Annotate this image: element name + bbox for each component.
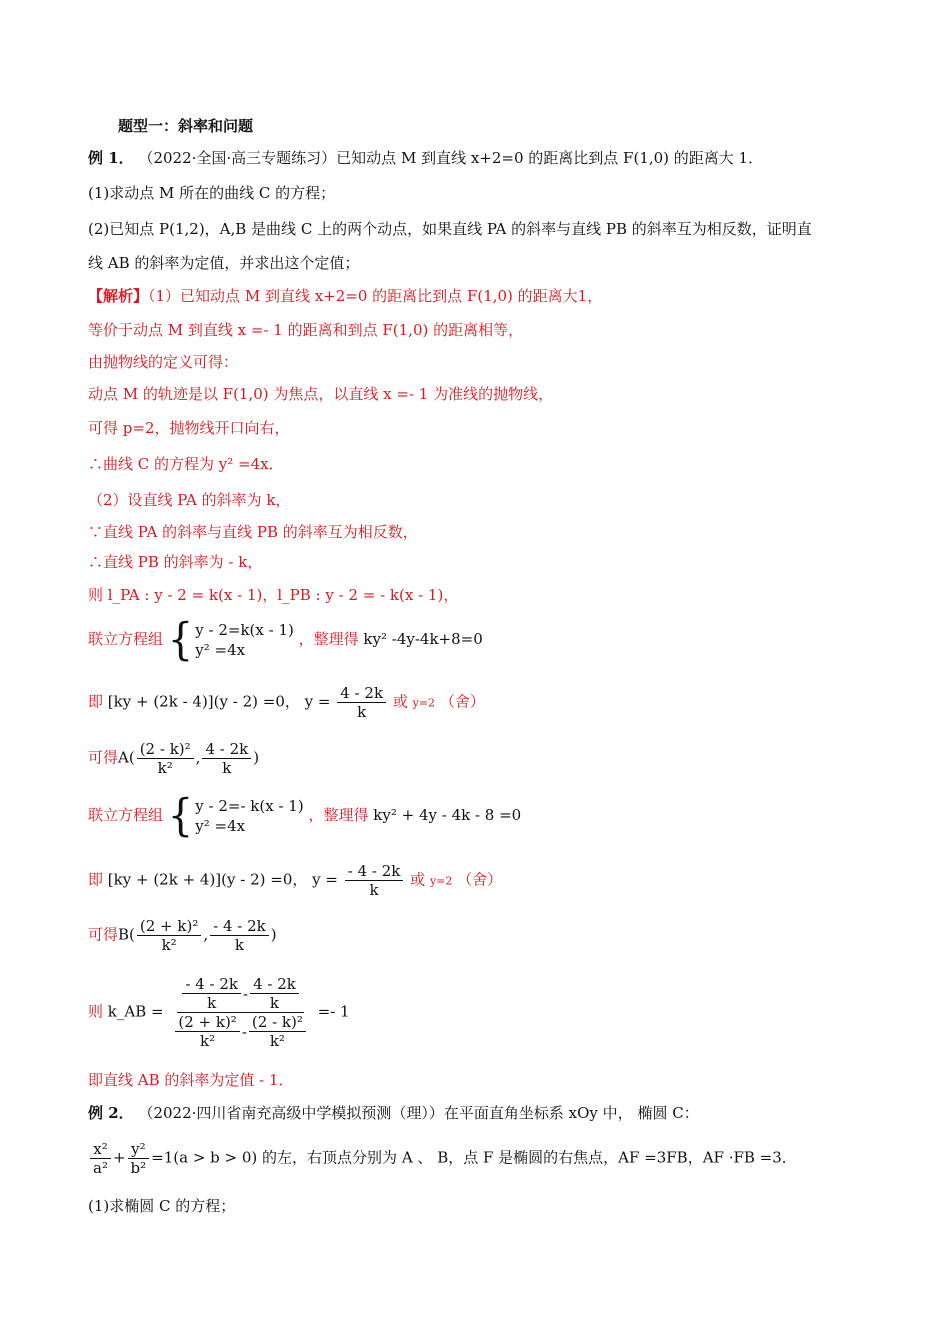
example-label: 例 2． xyxy=(88,1104,134,1122)
system-row: y - 2=k(x - 1) xyxy=(195,621,294,639)
point-b: B( xyxy=(118,925,135,944)
fraction: $\frac{\text{(2 + k)²}}{\text{k²}}$ xyxy=(137,917,201,954)
text-or: 或 xyxy=(392,692,408,711)
solution-line-2: 等价于动点 M 到直线 x =- 1 的距离和到点 F(1,0) 的距离相等， xyxy=(88,321,524,339)
source: （2022·四川省南充高级中学模拟预测（理）） xyxy=(138,1104,444,1122)
text-kede: 可得 xyxy=(88,925,119,944)
system-row: y² =4x xyxy=(195,817,246,835)
fraction: $\frac{- 4 - 2k}{k}$ xyxy=(182,975,241,1012)
question-2-line2: 线 AB 的斜率为定值，并求出这个定值； xyxy=(88,254,360,272)
example-2-stem xyxy=(88,1103,699,1123)
question-2-line1: (2)已知点 P(1,2)，A,B 是曲线 C 上的两个动点，如果直线 PA 的斜率与直线 PB 的斜率互为相反数，证明直 xyxy=(88,220,812,238)
text-system: 联立方程组 xyxy=(88,630,164,648)
equation-system-2: { y - 2=- k(x - 1) y² =4x xyxy=(167,790,304,842)
solution-line-16: 可得B( $\frac{\text{(2 + k)²}}{\text{k²}}$ , $\frac{- 4 - 2k}{k}$ ) xyxy=(88,917,277,954)
slope-ab: k_AB = xyxy=(107,1002,164,1021)
solution-line-5: 可得 p=2，抛物线开口向右， xyxy=(88,419,290,437)
solution-line-7: （2）设直线 PA 的斜率为 k， xyxy=(88,491,291,509)
example-label: 例 1． xyxy=(88,149,134,167)
text-ze: 则 xyxy=(88,586,104,604)
simplified-equation: ky² + 4y - 4k - 8 =0 xyxy=(373,806,522,824)
fraction: $\frac{4 - 2k}{k}$ xyxy=(250,975,299,1012)
y-two: y=2 xyxy=(412,696,436,710)
example-2-ellipse: $\frac{\text{x²}}{\text{a²}}$ + $\frac{\text{y²}}{\text{b²}}$ =1(a > b > 0) 的左，右顶点分别为 A 、 B，点 F 是椭圆的右焦点，AF =3FB，AF ·FB =3． xyxy=(88,1140,797,1177)
solution-tag: 【解析】 xyxy=(88,287,149,305)
text-discard: （舍） xyxy=(439,692,485,711)
solution-text: （1）已知动点 M 到直线 x+2=0 的距离比到点 F(1,0) 的距离大1， xyxy=(148,287,603,305)
fraction: $\frac{\text{(2 - k)²}}{\text{k²}}$ xyxy=(137,740,194,777)
solution-line-14 xyxy=(88,790,522,842)
factored-equation: [ky + (2k - 4)](y - 2) =0， xyxy=(107,692,300,711)
solution-line-13: 可得A( $\frac{\text{(2 - k)²}}{\text{k²}}$ , $\frac{4 - 2k}{k}$ ) xyxy=(88,740,260,777)
fraction: $\frac{- 4 - 2k}{k}$ xyxy=(210,917,269,954)
line-equations: l_PA : y - 2 = k(x - 1)，l_PB : y - 2 = - k(x - 1)， xyxy=(107,586,459,604)
system-row: y² =4x xyxy=(195,641,246,659)
condition-text: =1(a > b > 0) 的左，右顶点分别为 A 、 B，点 F 是椭圆的右焦点，AF =3FB，AF ·FB =3． xyxy=(151,1148,797,1167)
text-kede: 可得 xyxy=(88,748,119,767)
section-title: 题型一：斜率和问题 xyxy=(118,117,254,135)
text-ji: 即 xyxy=(88,870,104,889)
simplified-equation: ky² -4y-4k+8=0 xyxy=(363,630,483,648)
fraction: $\frac{- 4 - 2k}{k}$ xyxy=(345,862,404,899)
text-discard: （舍） xyxy=(457,870,503,889)
y-equals: y = xyxy=(304,692,331,711)
fraction: $\frac{4 - 2k}{k}$ xyxy=(202,740,251,777)
result: =- 1 xyxy=(317,1002,350,1021)
solution-line-3: 由抛物线的定义可得： xyxy=(88,353,239,371)
stem-text: 在平面直角坐标系 xOy 中， 椭圆 C： xyxy=(443,1104,699,1122)
compound-fraction: $\frac{- 4 - 2k}{k}$ - $\frac{4 - 2k}{k}$ $\frac{\text{(2 + k)²}}{\text{k²}}$ - $\frac{\text{(2 - k)²}}{\text{k²}}$ xyxy=(170,975,311,1050)
question-1: (1)求动点 M 所在的曲线 C 的方程； xyxy=(88,184,336,202)
fraction: $\frac{\text{(2 + k)²}}{\text{k²}}$ xyxy=(175,1013,239,1050)
text-ji: 即 xyxy=(88,692,104,711)
fraction: $\frac{4 - 2k}{k}$ xyxy=(337,684,386,721)
text-ze: 则 xyxy=(88,1002,104,1021)
example-1-stem xyxy=(88,148,763,168)
fraction: $\frac{\text{y²}}{\text{b²}}$ xyxy=(128,1140,150,1177)
text-simplify: ，整理得 xyxy=(298,630,359,648)
solution-line-9: ∴直线 PB 的斜率为 - k， xyxy=(88,553,263,571)
y-equals: y = xyxy=(312,870,338,889)
system-row: y - 2=- k(x - 1) xyxy=(195,797,304,815)
source: （2022·全国·高三专题练习） xyxy=(138,149,337,167)
example-2-question-1: (1)求椭圆 C 的方程； xyxy=(88,1197,236,1215)
text-system: 联立方程组 xyxy=(88,806,164,824)
y-two: y=2 xyxy=(429,874,453,888)
solution-line-8: ∵直线 PA 的斜率与直线 PB 的斜率互为相反数， xyxy=(88,523,418,541)
solution-line-11 xyxy=(88,614,483,666)
solution-line-15 xyxy=(88,862,502,899)
text-simplify: ，整理得 xyxy=(308,806,369,824)
solution-line-12 xyxy=(88,684,485,721)
point-a: A( xyxy=(118,748,135,767)
factored-equation: [ky + (2k + 4)](y - 2) =0， xyxy=(107,870,308,889)
equation-system-1: { y - 2=k(x - 1) y² =4x xyxy=(167,614,294,666)
fraction: $\frac{\text{x²}}{\text{a²}}$ xyxy=(90,1140,111,1177)
solution-line-10 xyxy=(88,585,458,605)
solution-line-1 xyxy=(88,286,602,306)
fraction: $\frac{\text{(2 - k)²}}{\text{k²}}$ xyxy=(249,1013,306,1050)
solution-line-4: 动点 M 的轨迹是以 F(1,0) 为焦点，以直线 x =- 1 为准线的抛物线， xyxy=(88,385,554,403)
solution-line-18: 即直线 AB 的斜率为定值 - 1． xyxy=(88,1071,294,1089)
text-or: 或 xyxy=(410,870,426,889)
solution-line-17 xyxy=(88,975,350,1050)
solution-line-6: ∴曲线 C 的方程为 y² =4x． xyxy=(88,455,284,473)
stem-text: 已知动点 M 到直线 x+2=0 的距离比到点 F(1,0) 的距离大 1． xyxy=(336,149,764,167)
